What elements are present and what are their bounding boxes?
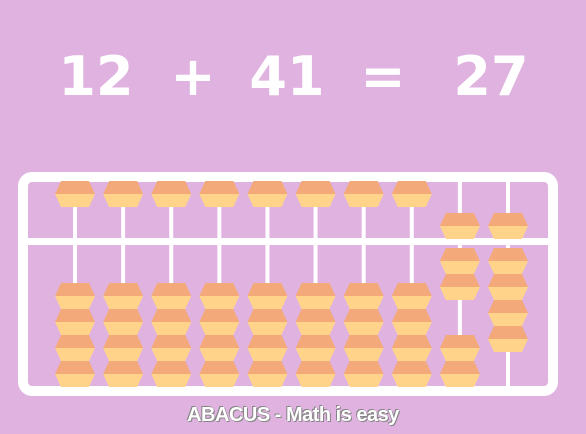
earth-bead[interactable]: [199, 335, 239, 361]
earth-bead[interactable]: [151, 309, 191, 335]
equals-sign: =: [360, 45, 406, 108]
abacus: [18, 172, 558, 396]
heaven-bead[interactable]: [103, 181, 143, 207]
earth-bead[interactable]: [344, 309, 384, 335]
earth-bead[interactable]: [392, 309, 432, 335]
heaven-bead[interactable]: [392, 181, 432, 207]
heaven-bead[interactable]: [488, 213, 528, 239]
earth-bead[interactable]: [296, 283, 336, 309]
earth-bead[interactable]: [344, 361, 384, 387]
heaven-bead[interactable]: [151, 181, 191, 207]
earth-bead[interactable]: [247, 335, 287, 361]
earth-bead[interactable]: [440, 361, 480, 387]
earth-bead[interactable]: [55, 309, 95, 335]
abacus-beam: [23, 238, 553, 245]
earth-bead[interactable]: [55, 283, 95, 309]
earth-bead[interactable]: [55, 335, 95, 361]
earth-bead[interactable]: [199, 283, 239, 309]
earth-bead[interactable]: [488, 274, 528, 300]
heaven-bead[interactable]: [247, 181, 287, 207]
earth-bead[interactable]: [344, 335, 384, 361]
plus-sign: +: [170, 45, 216, 108]
earth-bead[interactable]: [247, 361, 287, 387]
earth-bead[interactable]: [151, 335, 191, 361]
earth-bead[interactable]: [296, 361, 336, 387]
operand-b: 41: [249, 45, 325, 108]
earth-bead[interactable]: [488, 326, 528, 352]
earth-bead[interactable]: [103, 309, 143, 335]
earth-bead[interactable]: [103, 361, 143, 387]
answer-value[interactable]: 27: [453, 45, 529, 108]
earth-bead[interactable]: [488, 248, 528, 274]
earth-bead[interactable]: [151, 361, 191, 387]
earth-bead[interactable]: [55, 361, 95, 387]
earth-bead[interactable]: [103, 335, 143, 361]
earth-bead[interactable]: [344, 283, 384, 309]
earth-bead[interactable]: [392, 335, 432, 361]
equation: [0, 44, 586, 110]
earth-bead[interactable]: [247, 309, 287, 335]
operand-a: 12: [58, 45, 134, 108]
earth-bead[interactable]: [199, 309, 239, 335]
earth-bead[interactable]: [392, 283, 432, 309]
earth-bead[interactable]: [151, 283, 191, 309]
heaven-bead[interactable]: [344, 181, 384, 207]
app-caption: ABACUS - Math is easy: [187, 404, 399, 426]
earth-bead[interactable]: [296, 309, 336, 335]
earth-bead[interactable]: [296, 335, 336, 361]
earth-bead[interactable]: [440, 274, 480, 300]
earth-bead[interactable]: [488, 300, 528, 326]
heaven-bead[interactable]: [440, 213, 480, 239]
earth-bead[interactable]: [440, 335, 480, 361]
earth-bead[interactable]: [247, 283, 287, 309]
earth-bead[interactable]: [199, 361, 239, 387]
heaven-bead[interactable]: [199, 181, 239, 207]
earth-bead[interactable]: [440, 248, 480, 274]
heaven-bead[interactable]: [55, 181, 95, 207]
earth-bead[interactable]: [392, 361, 432, 387]
heaven-bead[interactable]: [296, 181, 336, 207]
earth-bead[interactable]: [103, 283, 143, 309]
